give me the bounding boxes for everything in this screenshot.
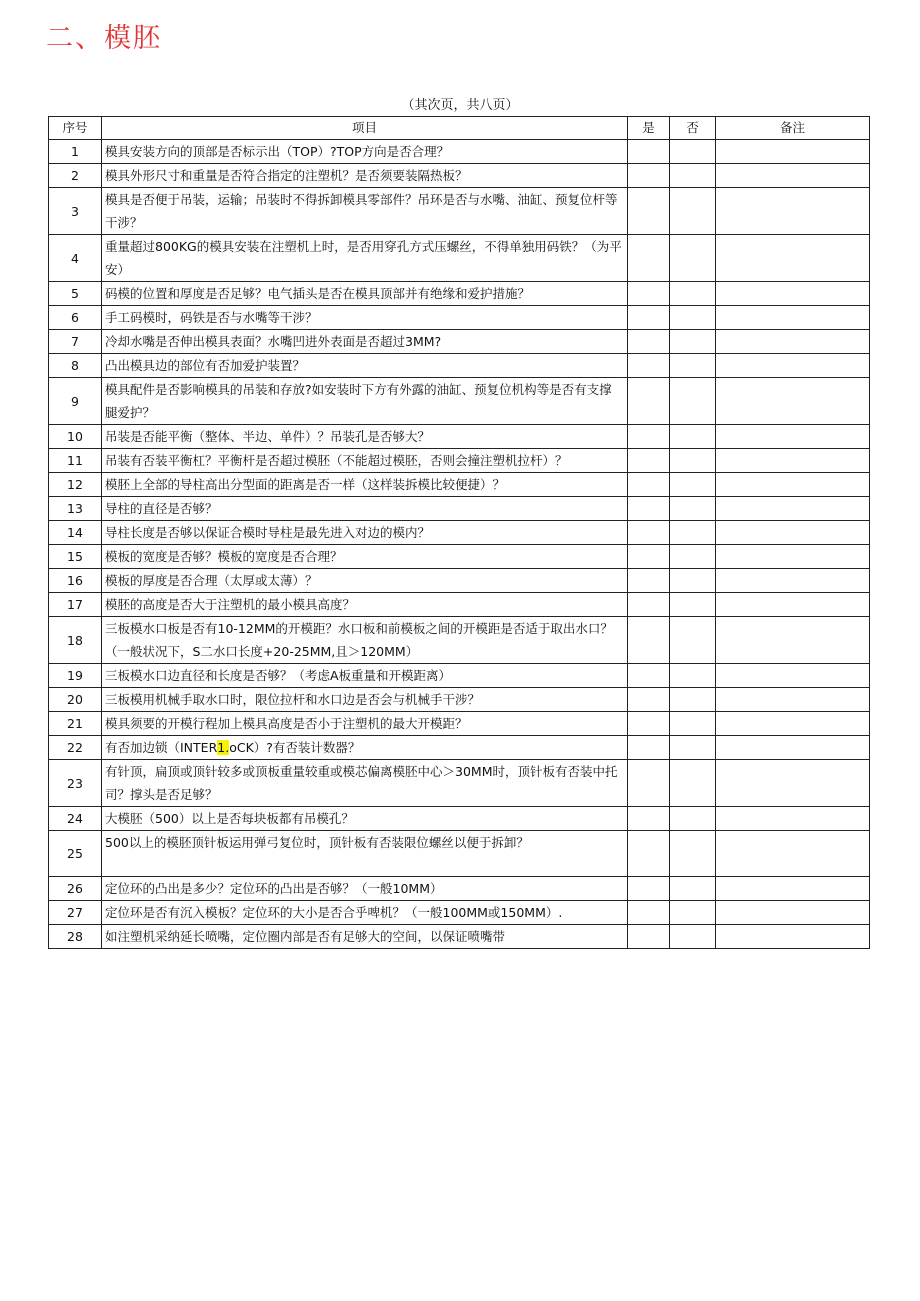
- table-row: [49, 425, 870, 449]
- note-cell[interactable]: [716, 760, 870, 807]
- row-number: 15: [49, 545, 102, 569]
- no-cell[interactable]: [670, 760, 716, 807]
- yes-cell[interactable]: [628, 545, 670, 569]
- table-row: [49, 378, 870, 425]
- row-number: 2: [49, 164, 102, 188]
- note-cell[interactable]: [716, 188, 870, 235]
- row-item-text-end: oCK）?有否装计数器？: [229, 740, 361, 755]
- row-number: 17: [49, 593, 102, 617]
- row-number: 8: [49, 354, 102, 378]
- note-cell[interactable]: [716, 736, 870, 760]
- table-row: [49, 760, 870, 807]
- row-item-text: 模具安装方向的顶部是否标示出（TOP）?TOP方向是否合理？: [102, 140, 628, 164]
- table-row: [49, 497, 870, 521]
- row-item-text: 模具是否便于吊装，运输；吊装时不得拆卸模具零部件？吊环是否与水嘴、油缸、预复位杆等干涉？: [102, 188, 628, 235]
- row-item-text: 大模胚（500）以上是否每块板都有吊模孔？: [102, 807, 628, 831]
- note-cell[interactable]: [716, 378, 870, 425]
- row-number: 10: [49, 425, 102, 449]
- table-row: [49, 593, 870, 617]
- column-header-note: 备注: [716, 117, 870, 140]
- note-cell[interactable]: [716, 617, 870, 664]
- table-row: [49, 282, 870, 306]
- row-item-text: 如注塑机采纳延长喷嘴，定位圈内部是否有足够大的空间，以保证喷嘴带: [102, 925, 628, 949]
- row-number: 16: [49, 569, 102, 593]
- note-cell[interactable]: [716, 354, 870, 378]
- row-item-text: 导柱长度是否够以保证合模时导柱是最先进入对边的模内？: [102, 521, 628, 545]
- row-item-text: 冷却水嘴是否伸出模具表面？水嘴凹进外表面是否超过3MM?: [102, 330, 628, 354]
- note-cell[interactable]: [716, 545, 870, 569]
- table-row: [49, 330, 870, 354]
- no-cell[interactable]: [670, 831, 716, 877]
- note-cell[interactable]: [716, 282, 870, 306]
- yes-cell[interactable]: [628, 354, 670, 378]
- row-item-text-start: 有否加边锁（INTER: [105, 740, 218, 755]
- note-cell[interactable]: [716, 712, 870, 736]
- row-number: 19: [49, 664, 102, 688]
- row-item-text: 凸出模具边的部位有否加爱护装置？: [102, 354, 628, 378]
- row-number: 21: [49, 712, 102, 736]
- yes-cell[interactable]: [628, 569, 670, 593]
- yes-cell[interactable]: [628, 521, 670, 545]
- no-cell[interactable]: [670, 330, 716, 354]
- note-cell[interactable]: [716, 831, 870, 877]
- row-number: 20: [49, 688, 102, 712]
- yes-cell[interactable]: [628, 378, 670, 425]
- column-header-seq: 序号: [49, 117, 102, 140]
- no-cell[interactable]: [670, 569, 716, 593]
- row-number: 28: [49, 925, 102, 949]
- row-item-text: 500以上的模胚顶针板运用弹弓复位时，顶针板有否装限位螺丝以便于拆卸？: [102, 831, 628, 877]
- row-number: 13: [49, 497, 102, 521]
- row-item-text: 定位环的凸出是多少？定位环的凸出是否够？（一般10MM）: [102, 877, 628, 901]
- row-item-text: 三板模水口边直径和长度是否够？（考虑A板重量和开模距离）: [102, 664, 628, 688]
- row-item-text: 模具配件是否影响模具的吊装和存放?如安装时下方有外露的油缸、预复位机构等是否有支撑腿爱护？: [102, 378, 628, 425]
- yes-cell[interactable]: [628, 807, 670, 831]
- yes-cell[interactable]: [628, 760, 670, 807]
- row-number: 9: [49, 378, 102, 425]
- yes-cell[interactable]: [628, 330, 670, 354]
- note-cell[interactable]: [716, 877, 870, 901]
- yes-cell[interactable]: [628, 593, 670, 617]
- no-cell[interactable]: [670, 545, 716, 569]
- row-item-text: 模胚的高度是否大于注塑机的最小模具高度？: [102, 593, 628, 617]
- row-item-text: 定位环是否有沉入模板？定位环的大小是否合乎啤机？（一般100MM或150MM）.: [102, 901, 628, 925]
- table-row: [49, 569, 870, 593]
- table-row: [49, 807, 870, 831]
- no-cell[interactable]: [670, 449, 716, 473]
- yes-cell[interactable]: [628, 282, 670, 306]
- table-row: [49, 354, 870, 378]
- note-cell[interactable]: [716, 425, 870, 449]
- no-cell[interactable]: [670, 378, 716, 425]
- yes-cell[interactable]: [628, 831, 670, 877]
- table-row: [49, 164, 870, 188]
- row-number: 26: [49, 877, 102, 901]
- no-cell[interactable]: [670, 617, 716, 664]
- no-cell[interactable]: [670, 282, 716, 306]
- yes-cell[interactable]: [628, 688, 670, 712]
- no-cell[interactable]: [670, 188, 716, 235]
- column-header-no: 否: [670, 117, 716, 140]
- row-number: 7: [49, 330, 102, 354]
- yes-cell[interactable]: [628, 140, 670, 164]
- checklist-table: [48, 116, 870, 949]
- row-item-text: 模板的厚度是否合理（太厚或太薄）？: [102, 569, 628, 593]
- yes-cell[interactable]: [628, 306, 670, 330]
- note-cell[interactable]: [716, 521, 870, 545]
- note-cell[interactable]: [716, 593, 870, 617]
- row-item-text: 有针顶，扁顶或顶针较多或顶板重量较重或模芯偏离模胚中心＞30MM时，顶针板有否装中托司？撑头是否足够？: [102, 760, 628, 807]
- table-row: [49, 235, 870, 282]
- yes-cell[interactable]: [628, 164, 670, 188]
- row-number: 1: [49, 140, 102, 164]
- no-cell[interactable]: [670, 354, 716, 378]
- row-number: 3: [49, 188, 102, 235]
- table-row: [49, 140, 870, 164]
- no-cell[interactable]: [670, 664, 716, 688]
- yes-cell[interactable]: [628, 235, 670, 282]
- yes-cell[interactable]: [628, 712, 670, 736]
- note-cell[interactable]: [716, 688, 870, 712]
- table-row: [49, 664, 870, 688]
- row-number: 18: [49, 617, 102, 664]
- section-title: 二、模胚: [46, 23, 162, 54]
- yes-cell[interactable]: [628, 664, 670, 688]
- row-number: 25: [49, 831, 102, 877]
- table-row: [49, 617, 870, 664]
- table-row: [49, 521, 870, 545]
- note-cell[interactable]: [716, 664, 870, 688]
- no-cell[interactable]: [670, 235, 716, 282]
- row-number: 23: [49, 760, 102, 807]
- row-item-text: 重量超过800KG的模具安装在注塑机上时，是否用穿孔方式压螺丝，不得单独用码铁？（为平安）: [102, 235, 628, 282]
- no-cell[interactable]: [670, 736, 716, 760]
- no-cell[interactable]: [670, 140, 716, 164]
- no-cell[interactable]: [670, 497, 716, 521]
- table-row: [49, 188, 870, 235]
- table-row: [49, 688, 870, 712]
- note-cell[interactable]: [716, 807, 870, 831]
- no-cell[interactable]: [670, 807, 716, 831]
- row-number: 27: [49, 901, 102, 925]
- row-number: 12: [49, 473, 102, 497]
- row-item-text: 模胚上全部的导柱高出分型面的距离是否一样（这样装拆模比较便捷）？: [102, 473, 628, 497]
- table-row: [49, 473, 870, 497]
- row-item-text: 手工码模时，码铁是否与水嘴等干涉？: [102, 306, 628, 330]
- no-cell[interactable]: [670, 877, 716, 901]
- note-cell[interactable]: [716, 164, 870, 188]
- yes-cell[interactable]: [628, 925, 670, 949]
- row-item-text: 三板模水口板是否有10-12MM的开模距？水口板和前模板之间的开模距是否适于取出水口？（一般状况下，S二水口长度+20-25MM,且＞120MM）: [102, 617, 628, 664]
- row-item-text: 模具须要的开模行程加上模具高度是否小于注塑机的最大开模距？: [102, 712, 628, 736]
- table-row: [49, 831, 870, 877]
- row-item-text: 吊装有否装平衡杠？平衡杆是否超过模胚（不能超过模胚，否则会撞注塑机拉杆）？: [102, 449, 628, 473]
- note-cell[interactable]: [716, 569, 870, 593]
- no-cell[interactable]: [670, 925, 716, 949]
- table-row: [49, 736, 870, 760]
- yes-cell[interactable]: [628, 449, 670, 473]
- row-item-text: 吊装是否能平衡（整体、半边、单件）？吊装孔是否够大？: [102, 425, 628, 449]
- note-cell[interactable]: [716, 901, 870, 925]
- note-cell[interactable]: [716, 473, 870, 497]
- row-item-text: [102, 736, 628, 760]
- no-cell[interactable]: [670, 521, 716, 545]
- row-number: 4: [49, 235, 102, 282]
- page-info: （其次页，共八页）: [401, 98, 519, 113]
- table-row: [49, 712, 870, 736]
- note-cell[interactable]: [716, 449, 870, 473]
- yes-cell[interactable]: [628, 473, 670, 497]
- table-row: [49, 449, 870, 473]
- note-cell[interactable]: [716, 330, 870, 354]
- highlighted-text: 1.: [217, 740, 230, 755]
- row-item-text: 导柱的直径是否够？: [102, 497, 628, 521]
- no-cell[interactable]: [670, 164, 716, 188]
- row-item-text: 码模的位置和厚度是否足够？电气插头是否在模具顶部并有绝缘和爱护措施？: [102, 282, 628, 306]
- note-cell[interactable]: [716, 140, 870, 164]
- note-cell[interactable]: [716, 306, 870, 330]
- row-number: 5: [49, 282, 102, 306]
- row-item-text: 三板模用机械手取水口时，限位拉杆和水口边是否会与机械手干涉？: [102, 688, 628, 712]
- no-cell[interactable]: [670, 473, 716, 497]
- yes-cell[interactable]: [628, 877, 670, 901]
- row-number: 14: [49, 521, 102, 545]
- no-cell[interactable]: [670, 425, 716, 449]
- row-number: 22: [49, 736, 102, 760]
- row-number: 11: [49, 449, 102, 473]
- table-row: [49, 901, 870, 925]
- column-header-item: 项目: [102, 117, 628, 140]
- yes-cell[interactable]: [628, 497, 670, 521]
- row-item-text: 模具外形尺寸和重量是否符合指定的注塑机？是否须要装隔热板？: [102, 164, 628, 188]
- note-cell[interactable]: [716, 925, 870, 949]
- row-number: 24: [49, 807, 102, 831]
- no-cell[interactable]: [670, 688, 716, 712]
- table-row: [49, 877, 870, 901]
- note-cell[interactable]: [716, 235, 870, 282]
- no-cell[interactable]: [670, 306, 716, 330]
- column-header-yes: 是: [628, 117, 670, 140]
- note-cell[interactable]: [716, 497, 870, 521]
- yes-cell[interactable]: [628, 617, 670, 664]
- yes-cell[interactable]: [628, 901, 670, 925]
- no-cell[interactable]: [670, 593, 716, 617]
- yes-cell[interactable]: [628, 425, 670, 449]
- table-row: [49, 545, 870, 569]
- table-header-row: [49, 117, 870, 140]
- row-number: 6: [49, 306, 102, 330]
- table-row: [49, 925, 870, 949]
- table-row: [49, 306, 870, 330]
- yes-cell[interactable]: [628, 188, 670, 235]
- no-cell[interactable]: [670, 712, 716, 736]
- yes-cell[interactable]: [628, 736, 670, 760]
- no-cell[interactable]: [670, 901, 716, 925]
- row-item-text: 模板的宽度是否够？模板的宽度是否合理？: [102, 545, 628, 569]
